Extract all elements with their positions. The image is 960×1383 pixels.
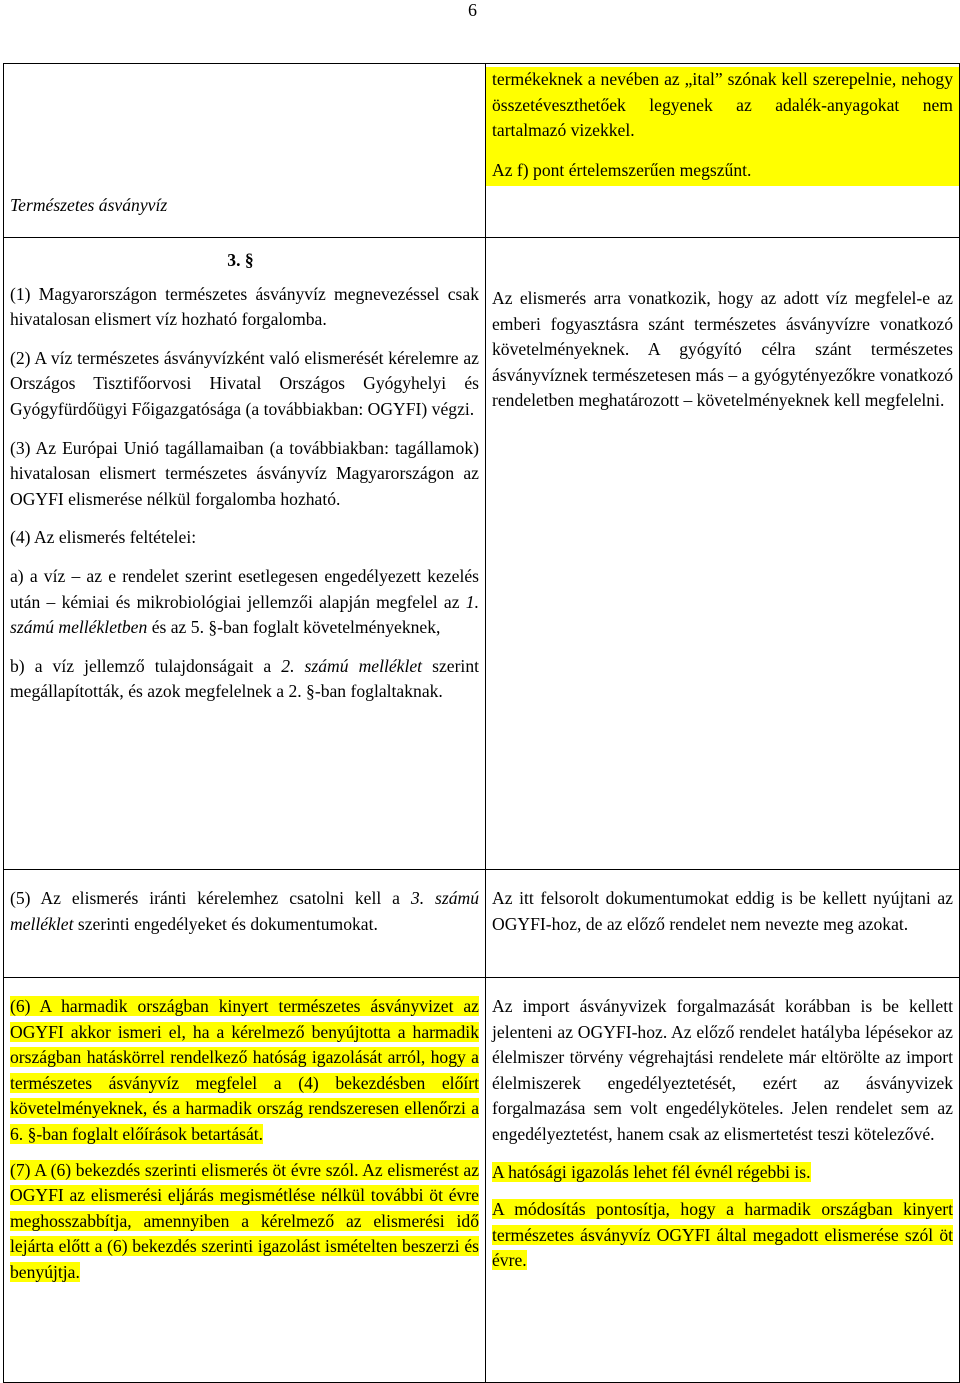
highlighted-text: (7) A (6) bekezdés szerinti elismerés öt évre szól. Az elismerést az OGYFI az elismerési eljárás megismétlése nélkül további öt évre meghosszabbítja, amennyiben a kérelmező az elismerési idő lejárta előtt a (6) bekezdés szerinti igazolást ismételten beszerzi és benyújtja. xyxy=(10,1159,479,1282)
note-paragraph: Az f) pont értelemszerűen megszűnt. xyxy=(492,159,752,180)
paragraph-5-text-end: szerinti engedélyeket és dokumentumokat. xyxy=(73,913,378,934)
commentary-paragraph-highlighted xyxy=(492,1197,953,1274)
point-b xyxy=(10,654,479,705)
section-heading: 3. § xyxy=(227,250,254,270)
point-a-text: a) a víz – az e rendelet szerint esetlegesen engedélyezett kezelés után – kémiai és mikrobiológiai jellemzői alapján megfelel az xyxy=(10,565,479,612)
table-row xyxy=(4,978,960,1383)
commentary-paragraph-highlighted xyxy=(492,1160,953,1186)
table-cell-left xyxy=(4,238,486,870)
paragraph-4: (4) Az elismerés feltételei: xyxy=(10,527,197,548)
commentary-paragraph: Az import ásványvizek forgalmazását korábban is be kellett jelenteni az OGYFI-hoz. Az előző rendelet hatályba lépésekor az élelmiszer törvény végrehajtási rendelete már eltörölte az import élelmiszerek engedélyeztetését, ezért az ásványvizek forgalmazása sem volt engedélyköteles. Jelen rendelet sem az engedélyeztetést, hanem csak az elismertetést teszi kötelezővé. xyxy=(492,996,953,1144)
table-cell-left xyxy=(4,978,486,1383)
table-row xyxy=(4,238,960,870)
paragraph-3: (3) Az Európai Unió tagállamaiban (a továbbiakban: tagállamok) hivatalosan elismert természetes ásványvíz Magyarországon az OGYFI elismerése nélkül forgalomba hozható. xyxy=(10,437,479,509)
table-cell-right xyxy=(486,64,960,238)
table-row xyxy=(4,64,960,238)
annex-1-reference: 1. számú mellékletben xyxy=(10,591,479,638)
point-a xyxy=(10,564,479,641)
point-b-text-end: szerint megállapították, és azok megfelelnek a 2. §-ban foglaltaknak. xyxy=(10,655,480,702)
chapter-title: Természetes ásványvíz xyxy=(10,195,168,215)
paragraph-1: (1) Magyarországon természetes ásványvíz megnevezéssel csak hivatalosan elismert víz hozható forgalomba. xyxy=(10,283,479,330)
paragraph-7 xyxy=(10,1158,479,1286)
paragraph-5-text: (5) Az elismerés iránti kérelemhez csatolni kell a xyxy=(10,888,411,908)
table-cell-right xyxy=(486,238,960,870)
table-cell-left xyxy=(4,870,486,978)
paragraph-2: (2) A víz természetes ásványvízként való elismerését kérelemre az Országos Tisztifőorvosi Hivatal Országos Gyógyhelyi és Gyógyfürdőügyi Főigazgatósága (a továbbiakban: OGYFI) végzi. xyxy=(10,347,479,419)
note-paragraph: termékeknek a nevében az „ital” szónak kell szerepelnie, nehogy összetéveszthetőek legyenek az adalék-anyagokat nem tartalmazó vizekkel. xyxy=(492,69,953,141)
highlighted-text: A hatósági igazolás lehet fél évnél régebbi is. xyxy=(492,1161,811,1182)
table-cell-right xyxy=(486,870,960,978)
commentary-paragraph: Az elismerés arra vonatkozik, hogy az adott víz megfelel-e az emberi fogyasztásra szánt természetes ásványvízre vonatkozó követelményeknek. A gyógyító célra szánt természetes ásványvíznek természetesen más – a gyógytényezőkre vonatkozó rendeletben meghatározott – követelményeknek kell megfelelni. xyxy=(492,288,953,411)
table-row xyxy=(4,870,960,978)
paragraph-6 xyxy=(10,994,479,1148)
paragraph-5 xyxy=(10,886,479,937)
annex-3-reference: 3. számú melléklet xyxy=(10,888,479,934)
table-cell-left xyxy=(4,64,486,238)
point-b-text: b) a víz jellemző tulajdonságait a xyxy=(10,655,282,676)
annex-2-reference: 2. számú melléklet xyxy=(281,655,423,676)
comparison-table xyxy=(3,63,960,1383)
highlighted-text: (6) A harmadik országban kinyert természetes ásványvizet az OGYFI akkor ismeri el, ha a kérelmező benyújtotta a harmadik országban hatáskörrel rendelkező hatóság igazolását arról, hogy a természetes ásványvíz megfelel a (4) bekezdésben előírt követelményeknek, és a harmadik ország rendszeresen ellenőrzi a 6. §-ban foglalt előírások betartását. xyxy=(10,996,479,1144)
point-a-text-end: és az 5. §-ban foglalt követelményeknek, xyxy=(147,617,441,638)
highlighted-note xyxy=(486,67,959,186)
page-number: 6 xyxy=(468,0,477,20)
commentary-paragraph: Az itt felsorolt dokumentumokat eddig is be kellett nyújtani az OGYFI-hoz, de az előző rendelet nem nevezte meg azokat. xyxy=(492,888,953,934)
table-cell-right xyxy=(486,978,960,1383)
highlighted-text: A módosítás pontosítja, hogy a harmadik országban kinyert természetes ásványvíz OGYFI által megadott elismerése szól öt évre. xyxy=(492,1199,953,1271)
